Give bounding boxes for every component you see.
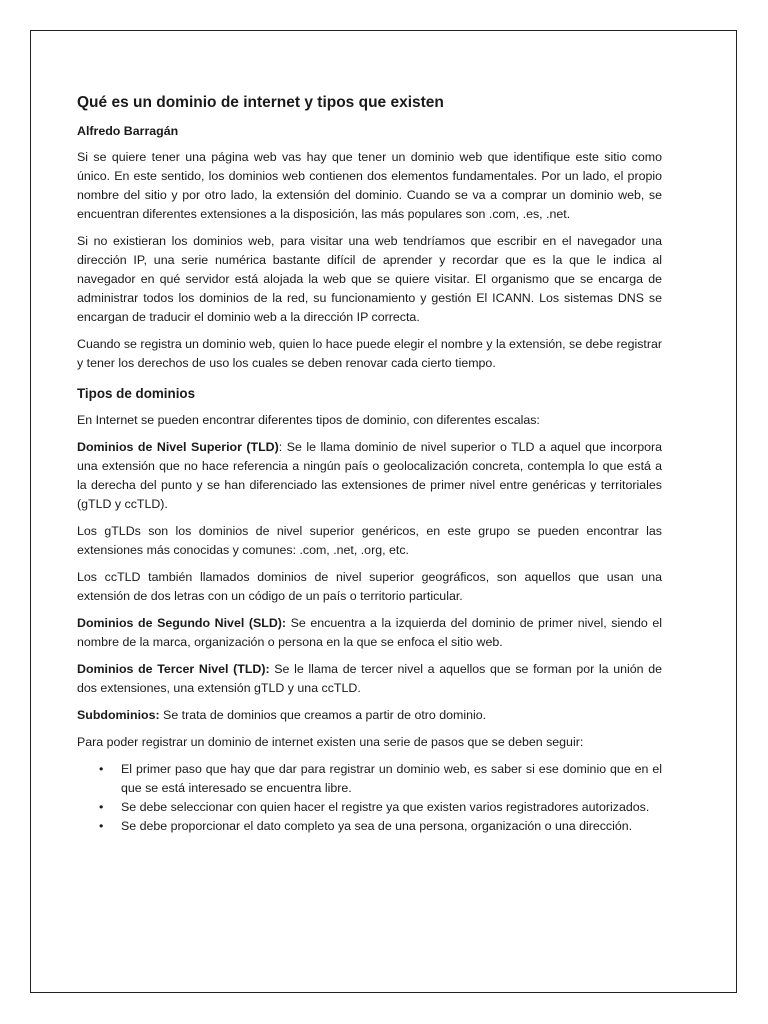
paragraph-third-level: [77, 660, 662, 698]
steps-intro: Para poder registrar un dominio de internet existen una serie de pasos que se deben seguir:: [77, 735, 584, 749]
paragraph-intro-3: Cuando se registra un dominio web, quien lo hace puede elegir el nombre y la extensión, se debe registrar y tener los derechos de uso los cuales se deben renovar cada cierto tiempo.: [77, 337, 662, 370]
step-text: Se debe proporcionar el dato completo ya sea de una persona, organización o una dirección.: [121, 819, 633, 833]
text-third-level: Se le llama de tercer nivel a aquellos que se forman por la unión de dos extensiones, una extensión gTLD y una ccTLD.: [77, 662, 662, 695]
paragraph-cctld: Los ccTLD también llamados dominios de nivel superior geográficos, son aquellos que usan una extensión de dos letras con un código de un país o territorio particular.: [77, 570, 662, 603]
list-item: [99, 817, 662, 836]
step-text: Se debe seleccionar con quien hacer el registre ya que existen varios registradores autorizados.: [121, 800, 650, 814]
text-tld: : Se le llama dominio de nivel superior o TLD a aquel que incorpora una extensión que no hace referencia a ningún país o geolocalización concreta, contempla lo que está a la derecha del punto y se han diferenciado las extensiones de primer nivel entre genéricas y territoriales (gTLD y ccTLD).: [77, 440, 662, 511]
bullet-icon: •: [99, 762, 104, 776]
section-heading: Tipos de dominios: [77, 386, 196, 401]
paragraph-intro-2: Si no existieran los dominios web, para visitar una web tendríamos que escribir en el navegador una dirección IP, una serie numérica bastante difícil de aprender y recordar que es la que le indica al navegador en qué servidor está alojada la web que se quiere visitar. El organismo que se encarga de administrar todos los dominios de la red, su funcionamiento y gestión El ICANN. Los sistemas DNS se encargan de traducir el dominio web a la dirección IP correcta.: [77, 234, 662, 324]
list-item: [99, 760, 662, 798]
paragraph-subdomains: [77, 706, 662, 725]
text-subdomains: Se trata de dominios que creamos a partir de otro dominio.: [159, 708, 487, 722]
term-third-level: Dominios de Tercer Nivel (TLD):: [77, 662, 270, 676]
list-item: [99, 798, 662, 817]
bullet-icon: •: [99, 800, 104, 814]
paragraph-sld: [77, 614, 662, 652]
bullet-icon: •: [99, 819, 104, 833]
term-tld: Dominios de Nivel Superior (TLD): [77, 440, 279, 454]
paragraph-intro-1: Si se quiere tener una página web vas hay que tener un dominio web que identifique este sitio como único. En este sentido, los dominios web contienen dos elementos fundamentales. Por un lado, el propio nombre del sitio y por otro lado, la extensión del dominio. Cuando se va a comprar un dominio web, se encuentran diferentes extensiones a la disposición, las más populares son .com, .es, .net.: [77, 150, 662, 221]
term-subdomains: Subdominios:: [77, 708, 160, 722]
document-title: Qué es un dominio de internet y tipos que existen: [77, 94, 444, 111]
text-sld: Se encuentra a la izquierda del dominio de primer nivel, siendo el nombre de la marca, organización o persona en la que se enfoca el sitio web.: [77, 616, 662, 649]
section-intro: En Internet se pueden encontrar diferentes tipos de dominio, con diferentes escalas:: [77, 413, 540, 427]
term-sld: Dominios de Segundo Nivel (SLD):: [77, 616, 287, 630]
steps-list: [77, 760, 662, 836]
paragraph-tld: [77, 438, 662, 514]
document-author: Alfredo Barragán: [77, 124, 179, 138]
step-text: El primer paso que hay que dar para registrar un dominio web, es saber si ese dominio que en el que se está interesado se encuentra libre.: [121, 762, 662, 795]
paragraph-gtld: Los gTLDs son los dominios de nivel superior genéricos, en este grupo se pueden encontrar las extensiones más conocidas y comunes: .com, .net, .org, etc.: [77, 524, 662, 557]
document-content: [77, 92, 662, 836]
